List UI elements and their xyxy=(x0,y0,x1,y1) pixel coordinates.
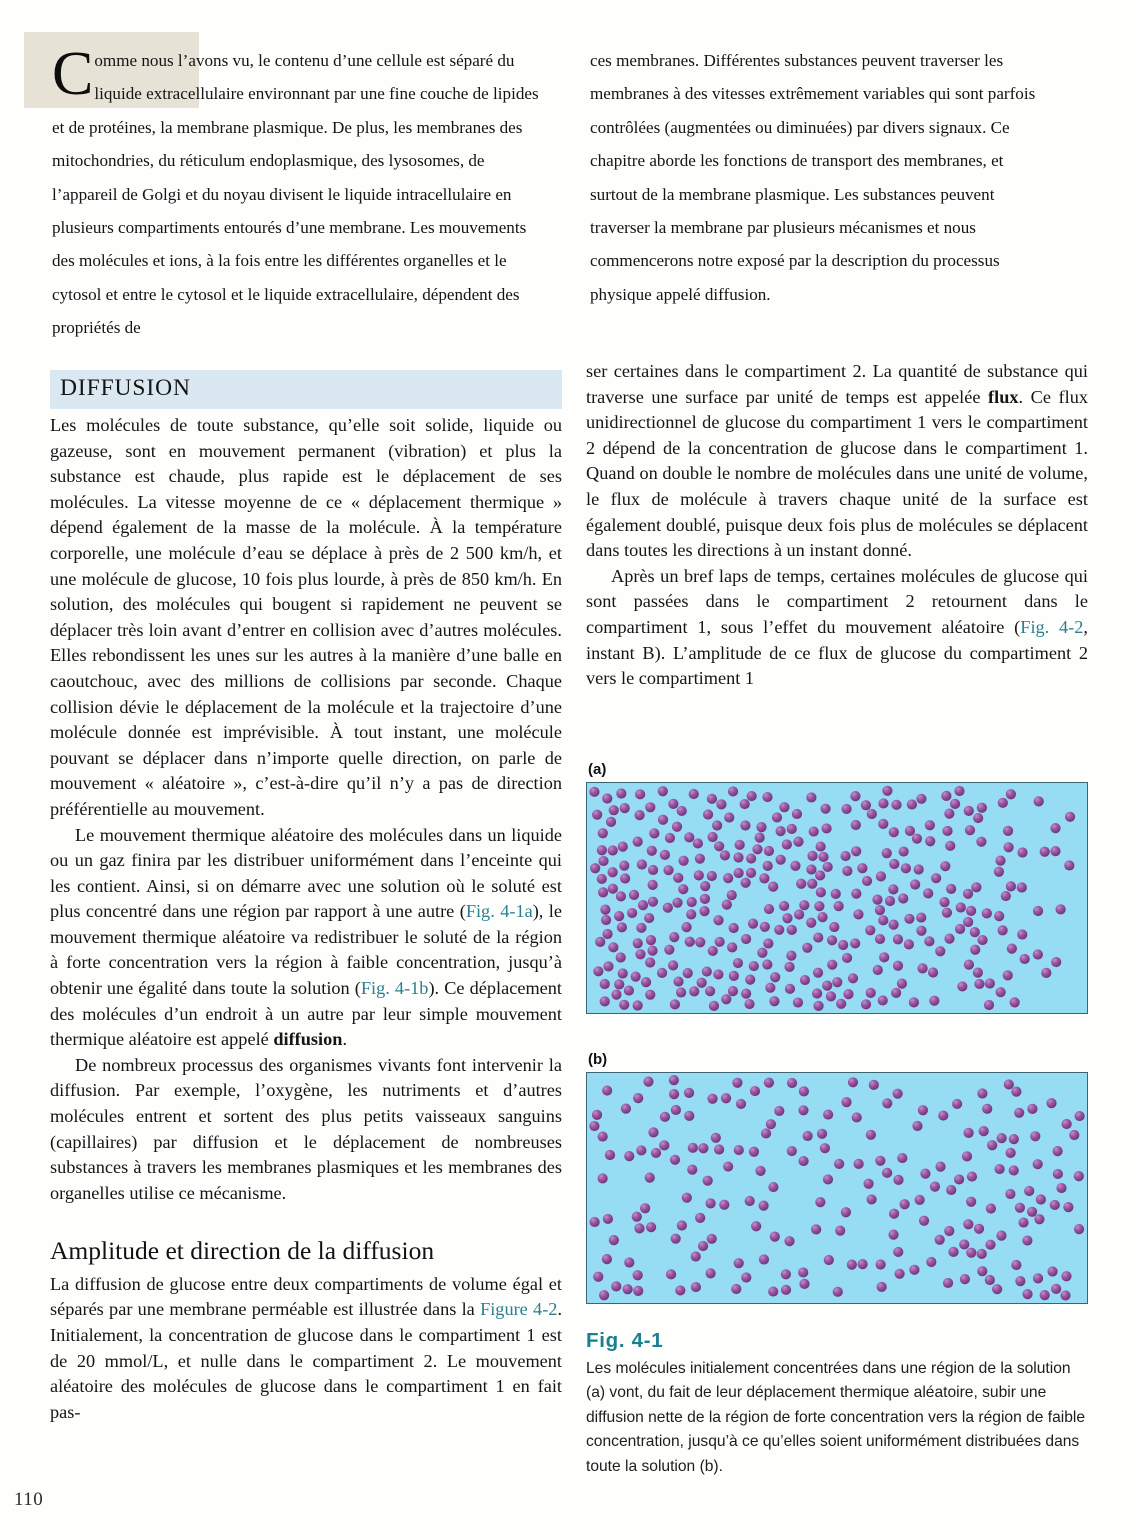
term-diffusion: diffusion xyxy=(273,1029,343,1050)
paragraph-definition xyxy=(50,413,562,823)
figure-reference-4-1b[interactable]: Fig. 4-1b xyxy=(360,978,429,999)
intro-left-text: omme nous l’avons vu, le contenu d’une cellule est séparé du liquide extracellulaire environnant par une fine couche de lipides et de protéines, la membrane plasmique. De plus, les membranes des mitochondries, du réticulum endoplasmique, des lysosomes, de l’appareil de Golgi et du noyau divisent le liquide intracellulaire en plusieurs compartiments entourés d’une membrane. Les mouvements des molécules et ions, à la fois entre les différentes organelles et le cytosol et entre le cytosol et le liquide extracellulaire, dépendent des propriétés de xyxy=(52,51,539,338)
figure-reference-4-2-right[interactable]: Fig. 4-2 xyxy=(1020,616,1084,637)
paragraph-reverse-flux xyxy=(586,564,1088,692)
term-flux: flux xyxy=(988,386,1019,407)
figure-panel-b-wrapper xyxy=(586,1051,1088,1304)
para-flux-segment-a: ser certaines dans le compartiment 2. La quantité de substance qui traverse une surface par unité de temps est appelée xyxy=(586,361,1088,407)
intro-right-text: ces membranes. Différentes substances peuvent traverser les membranes à des vitesses extrêmement variables qui sont parfois contrôlées (augmentées ou diminuées) par divers signaux. Ce chapitre aborde les fonctions de transport des membranes, et surtout de la membrane plasmique. Les substances peuvent traverser la membrane par plusieurs mécanismes et nous commencerons notre exposé par la description du processus physique appelé diffusion. xyxy=(590,51,1036,304)
figure-panel-a xyxy=(586,782,1088,1014)
body-column-left xyxy=(50,370,562,1425)
page-number: 110 xyxy=(14,1489,44,1510)
section-heading-diffusion: DIFFUSION xyxy=(50,370,562,409)
figure-caption-title: Fig. 4-1 xyxy=(586,1329,664,1352)
figure-panel-a-label: (a) xyxy=(588,761,607,778)
paragraph-definition-text: Les molécules de toute substance, qu’elle soit solide, liquide ou gazeuse, sont en mouvement permanent (vibration) et plus la substance est chaude, plus rapide est le déplacement de ses molécules. La vitesse moyenne de ce « déplacement thermique » dépend également de la masse de la molécule. À la température corporelle, une molécule d’eau se déplace à près de 2 500 km/h, et une molécule de glucose, 10 fois plus lourde, à près de 850 km/h. En solution, des molécules qui bougent si rapidement ne peuvent se déplacer très loin avant d’entrer en collision avec d’autres molécules. Elles rebondissent les unes sur les autres à la manière d’une balle en caoutchouc, avec des millions de collisions par seconde. Chaque collision dévie le déplacement de la molécule et la trajectoire d’une molécule donnée est imprévisible. À tout instant, une molécule pouvant se déplacer dans n’importe quelle direction, on parle de mouvement « aléatoire », c’est-à-dire qu’il n’y a pas de direction préférentielle au mouvement. xyxy=(50,415,562,819)
para4-segment-a: La diffusion de glucose entre deux compartiments de volume égal et séparés par une membrane perméable est illustrée dans la xyxy=(50,1273,562,1320)
body-column-right xyxy=(586,359,1088,692)
para-flux-segment-b: . Ce flux unidirectionnel de glucose du compartiment 1 vers le compartiment 2 dépend de la concentration de glucose dans le compartiment 1. Quand on double le nombre de molécules dans une unité de volume, le flux de molécule à travers chaque unité de la surface est également doublé, puisque deux fois plus de molécules se déplacent dans toutes les directions à un instant donné. xyxy=(586,386,1088,561)
figure-panel-a-canvas xyxy=(587,783,1087,1013)
para2-segment-d: . xyxy=(342,1029,348,1050)
drop-cap: C xyxy=(52,40,94,108)
subsection-heading-amplitude: Amplitude et direction de la diffusion xyxy=(50,1236,435,1266)
para-reverse-segment-a: Après un bref laps de temps, certaines molécules de glucose qui sont passées dans le compartiment 2 retournent dans le compartiment 1, sous l’effet du mouvement aléatoire ( xyxy=(586,565,1088,637)
figure-panel-b xyxy=(586,1072,1088,1304)
intro-column-left xyxy=(52,40,548,345)
paragraph-flux xyxy=(586,359,1088,564)
figure-caption-text: Les molécules initialement concentrées dans une région de la solution (a) vont, du fait de leur déplacement thermique aléatoire, subir une diffusion nette de la région de forte concentration vers la région de faible concentration, jusqu’à ce qu’elles soient uniformément distribuées dans toute la solution (b). xyxy=(586,1360,1086,1475)
para2-segment-a: Le mouvement thermique aléatoire des molécules dans un liquide ou un gaz finira par les distribuer uniformément dans l’enceinte qui les contient. Ainsi, si on démarre avec une solution où le soluté est plus concentré dans une région par rapport à une autre ( xyxy=(50,824,562,922)
figure-panel-b-canvas xyxy=(587,1073,1087,1303)
para4-segment-b: . Initialement, la concentration de glucose dans le compartiment 1 est de 20 mmol/L, et nulle dans le compartiment 2. Le mouvement aléatoire des molécules de glucose dans le compartiment 1 en fait pas- xyxy=(50,1299,563,1422)
figure-panel-a-wrapper xyxy=(586,761,1088,1014)
intro-column-right xyxy=(590,44,1045,345)
intro-block xyxy=(52,40,1087,345)
figure-reference-4-1a[interactable]: Fig. 4-1a xyxy=(465,901,533,922)
figure-reference-4-2-left[interactable]: Figure 4-2 xyxy=(480,1299,558,1320)
para2-segment-c: ). Ce déplacement des molécules d’un endroit à un autre par leur simple mouvement thermique aléatoire est appelé xyxy=(50,978,562,1050)
paragraph-glucose-diffusion xyxy=(50,1272,562,1426)
paragraph-thermal-motion xyxy=(50,823,562,1053)
paragraph-biological-processes xyxy=(50,1053,562,1207)
figure-panel-b-label: (b) xyxy=(588,1051,608,1068)
figure-caption xyxy=(586,1329,1091,1479)
para2-segment-b: ), le mouvement thermique aléatoire va redistribuer le soluté de la région à forte concentration vers la région à faible concentration, jusqu’à obtenir une égalité dans toute la solution ( xyxy=(50,901,562,999)
paragraph-biological-processes-text: De nombreux processus des organismes vivants font intervenir la diffusion. Par exemple, l’oxygène, les nutriments et d’autres molécules entrent et sortent des plus petits vaisseaux sanguins (capillaires) par diffusion et le déplacement de nombreuses substances à travers les membranes plasmiques et les membranes des organelles utilise ce mécanisme. xyxy=(50,1054,562,1203)
para-reverse-segment-b: , instant B). L’amplitude de ce flux de glucose du compartiment 2 vers le compartiment 1 xyxy=(586,616,1088,689)
